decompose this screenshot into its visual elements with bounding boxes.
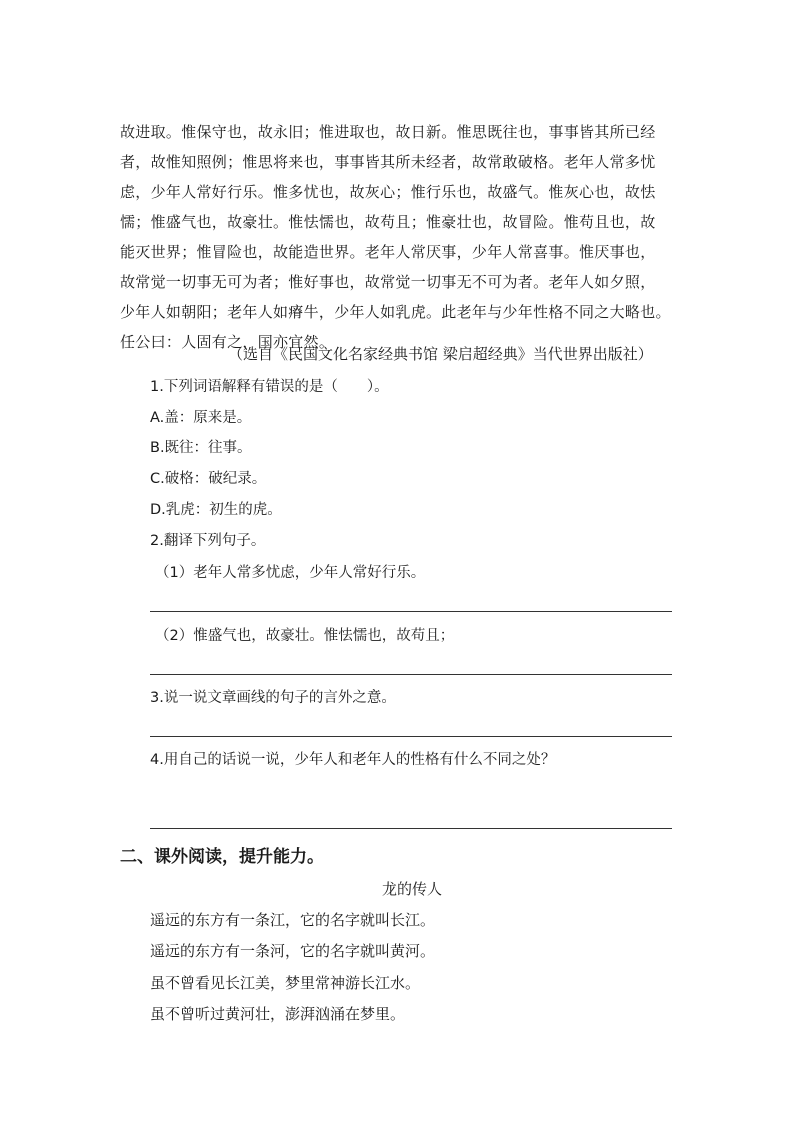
question-3: 3.说一说文章画线的句子的言外之意。: [150, 690, 396, 706]
answer-line[interactable]: [150, 828, 672, 829]
answer-line[interactable]: [150, 611, 672, 612]
option-b: B.既往：往事。: [150, 440, 252, 456]
passage-line: 能灭世界；惟冒险也，故能造世界。老年人常厌事，少年人常喜事。惟厌事也，: [120, 243, 656, 261]
passage-line: 虑，少年人常好行乐。惟多忧也，故灰心；惟行乐也，故盛气。惟灰心也，故怯: [120, 183, 656, 201]
question-4: 4.用自己的话说一说，少年人和老年人的性格有什么不同之处？: [150, 752, 556, 768]
passage-line: 懦；惟盛气也，故豪壮。惟怯懦也，故苟且；惟豪壮也，故冒险。惟苟且也，故: [120, 213, 656, 231]
poem-line: 虽不曾看见长江美，梦里常神游长江水。: [150, 974, 421, 992]
option-a: A.盖：原来是。: [150, 410, 252, 426]
passage-line: 故常觉一切事无可为者；惟好事也，故常觉一切事无不可为者。老年人如夕照，: [120, 273, 656, 291]
question-2-1: （1）老年人常多忧虑，少年人常好行乐。: [155, 565, 426, 581]
section-heading: 二、课外阅读，提升能力。: [120, 847, 324, 867]
question-2: 2.翻译下列句子。: [150, 533, 266, 549]
passage-line: 任公曰：人固有之，国亦宜然。: [120, 333, 335, 351]
poem-line: 遥远的东方有一条河，它的名字就叫黄河。: [150, 942, 436, 960]
option-c: C.破格：破纪录。: [150, 471, 267, 487]
passage-source: （选自《民国文化名家经典书馆 梁启超经典》当代世界出版社）: [228, 345, 653, 363]
passage-line: 者，故惟知照例；惟思将来也，事事皆其所未经者，故常敢破格。老年人常多忧: [120, 153, 656, 171]
poem-line: 遥远的东方有一条江，它的名字就叫长江。: [150, 911, 436, 929]
answer-line[interactable]: [150, 736, 672, 737]
poem-line: 虽不曾听过黄河壮，澎湃汹涌在梦里。: [150, 1005, 406, 1023]
question-1: 1.下列词语解释有错误的是（ ）。: [150, 379, 389, 395]
passage-line: 少年人如朝阳；老年人如瘠牛，少年人如乳虎。此老年与少年性格不同之大略也。: [120, 303, 671, 321]
answer-line[interactable]: [150, 674, 672, 675]
question-2-2: （2）惟盛气也，故豪壮。惟怯懦也，故苟且；: [155, 628, 455, 644]
passage-line: 故进取。惟保守也，故永旧；惟进取也，故日新。惟思既往也，事事皆其所已经: [120, 123, 656, 141]
option-d: D.乳虎：初生的虎。: [150, 502, 282, 518]
poem-title: 龙的传人: [382, 880, 443, 898]
